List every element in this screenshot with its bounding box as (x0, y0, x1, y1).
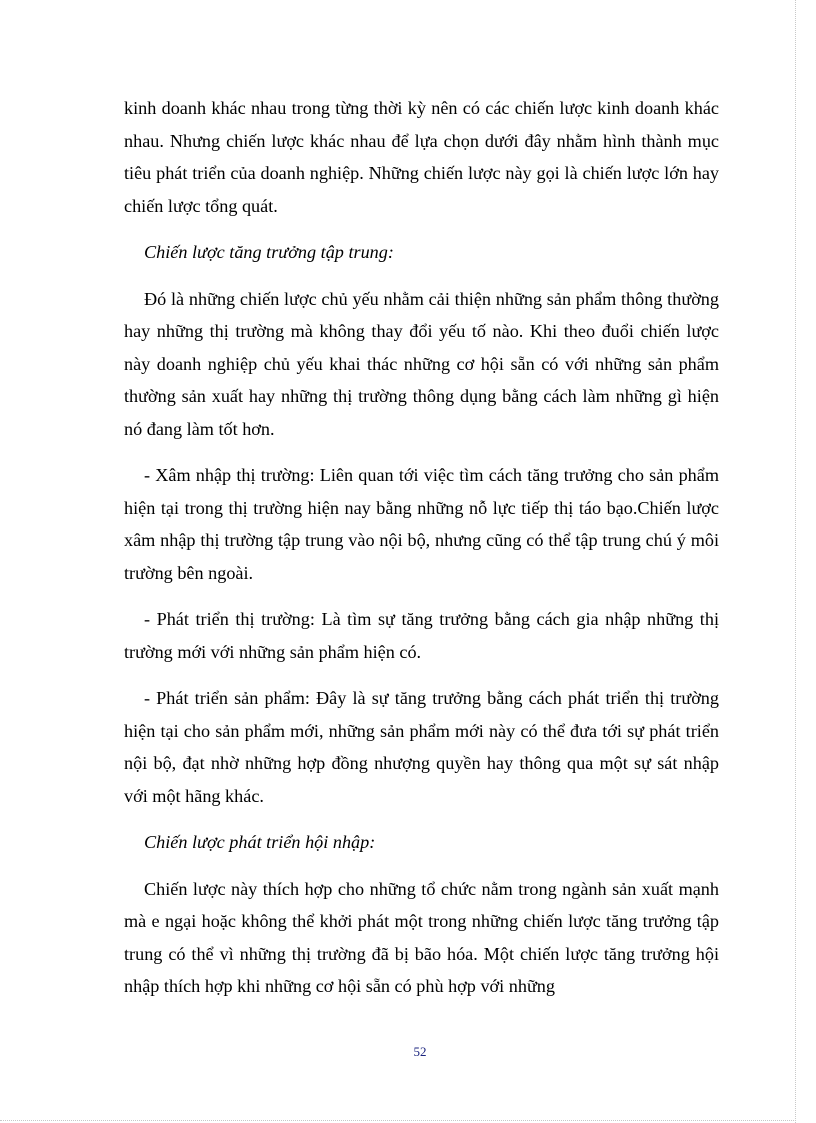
page-number: 52 (413, 1044, 427, 1059)
paragraph-concentrated-growth: Đó là những chiến lược chủ yếu nhằm cải thiện những sản phẩm thông thường hay những thị trường mà không thay đổi yếu tố nào. Khi theo đuổi chiến lược này doanh nghiệp chủ yếu khai thác những cơ hội sẵn có với những sản phẩm thường sản xuất hay những thị trường thông dụng bằng cách làm những gì hiện nó đang làm tốt hơn. (124, 288, 719, 439)
heading-integration-growth: Chiến lược phát triển hội nhập: (144, 832, 376, 852)
paragraph-product-development: - Phát triển sản phẩm: Đây là sự tăng trưởng bằng cách phát triển thị trường hiện tại cho sản phẩm mới, những sản phẩm mới này có thể đưa tới sự phát triển nội bộ, đạt nhờ những hợp đồng nhượng quyền hay thông qua một sự sát nhập với một hãng khác. (124, 688, 719, 806)
paragraph-market-development: - Phát triển thị trường: Là tìm sự tăng trưởng bằng cách gia nhập những thị trường mới với những sản phẩm hiện có. (124, 609, 719, 662)
page-border-bottom (0, 1120, 796, 1121)
page-border-right (795, 0, 796, 1123)
heading-concentrated-growth: Chiến lược tăng trưởng tập trung: (144, 242, 394, 262)
paragraph-market-penetration: - Xâm nhập thị trường: Liên quan tới việc tìm cách tăng trưởng cho sản phẩm hiện tại trong thị trường hiện nay bằng những nỗ lực tiếp thị táo bạo.Chiến lược xâm nhập thị trường tập trung vào nội bộ, nhưng cũng có thể tập trung chú ý môi trường bên ngoài. (124, 465, 719, 583)
paragraph-intro: kinh doanh khác nhau trong từng thời kỳ nên có các chiến lược kinh doanh khác nhau. Nhưng chiến lược khác nhau để lựa chọn dưới đây nhằm hình thành mục tiêu phát triển của doanh nghiệp. Những chiến lược này gọi là chiến lược lớn hay chiến lược tổng quát. (124, 98, 719, 216)
paragraph-integration-growth: Chiến lược này thích hợp cho những tổ chức nằm trong ngành sản xuất mạnh mà e ngại hoặc không thể khởi phát một trong những chiến lược tăng trưởng tập trung có thể vì những thị trường đã bị bão hóa. Một chiến lược tăng trưởng hội nhập thích hợp khi những cơ hội sẵn có phù hợp với những (124, 878, 719, 996)
body-text (124, 92, 719, 1003)
